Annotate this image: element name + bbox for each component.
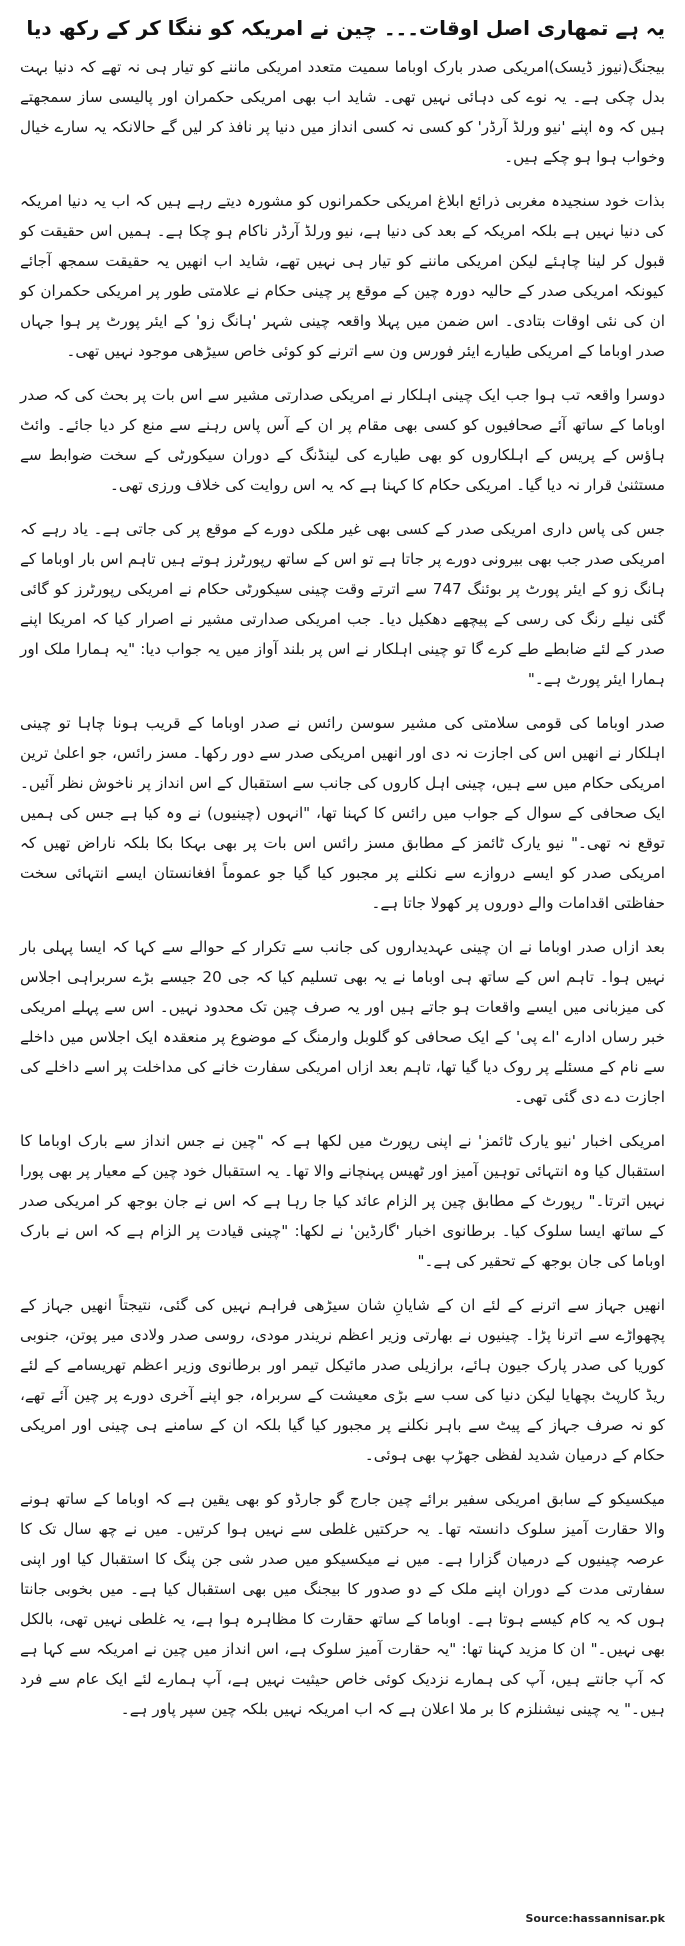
article-paragraph: دوسرا واقعہ تب ہوا جب ایک چینی اہلکار نے امریکی صدارتی مشیر سے اس بات پر بحث کی کہ صدر اوباما کے ساتھ آئے صحافیوں کو کسی بھی مقام پر ان کے آس پاس رہنے سے منع کر دیا جائے۔ وائٹ ہاؤس کے پریس کے اہلکاروں کو بھی طیارے کی لینڈنگ کے دوران سیکورٹی کے سخت ضوابط سے مستثنیٰ قرار نہ دیا گیا۔ امریکی حکام کا کہنا ہے کہ یہ اس روایت کی خلاف ورزی تھی۔ [20,386,665,494]
article-paragraph: انھیں جہاز سے اترنے کے لئے ان کے شایانِ شان سیڑھی فراہم نہیں کی گئی، نتیجتاً انھیں جہاز کے پچھواڑے سے اترنا پڑا۔ چینیوں نے بھارتی وزیر اعظم نریندر مودی، روسی صدر ولادی میر پوتن، جنوبی کوریا کی صدر پارک جیون ہائے، برازیلی صدر مائیکل تیمر اور برطانوی وزیر اعظم تھریسامے کے لئے ریڈ کارپٹ بچھایا لیکن دنیا کی سب سے بڑی معیشت کے سربراہ، جو اپنے آخری دورے پر چین آئے تھے، کو نہ صرف جہاز کے پیٹ سے باہر نکلنے پر مجبور کیا گیا بلکہ ان کے سامنے ہی چینی اور امریکی حکام کے درمیان شدید لفظی جھڑپ بھی ہوئی۔ [20,1296,665,1464]
article-paragraph: بیجنگ(نیوز ڈیسک)امریکی صدر بارک اوباما سمیت متعدد امریکی ماننے کو تیار ہی نہ تھے کہ دنیا بہت بدل چکی ہے۔ یہ نوے کی دہائی نہیں تھی۔ شاید اب بھی امریکی حکمران اور پالیسی ساز سمجھتے ہیں کہ وہ اپنے 'نیو ورلڈ آرڈر' کو کسی نہ کسی انداز میں دنیا پر نافذ کر لیں گے حالانکہ یہ سارے خیال وخواب ہوا ہو چکے ہیں۔ [20,58,666,166]
article-paragraph: بذات خود سنجیدہ مغربی ذرائع ابلاغ امریکی حکمرانوں کو مشورہ دیتے رہے ہیں کہ اب یہ دنیا امریکہ کی دنیا نہیں ہے بلکہ امریکہ کے بعد کی دنیا ہے، نیو ورلڈ آرڈر ناکام ہو چکا ہے۔ ہمیں اس حقیقت کو قبول کر لینا چاہئے لیکن امریکی ماننے کو تیار ہی نہیں تھے، شاید اب انھیں یہ حقیقت سمجھ آجائے کیونکہ امریکی صدر کے حالیہ دورہ چین کے موقع پر چینی حکام نے علامتی طور پر امریکی حکمران کو ان کی نئی اوقات بتادی۔ اس ضمن میں پہلا واقعہ چینی شہر 'ہانگ زو' کے ایئر پورٹ پر ہوا جہاں صدر اوباما کے امریکی طیارے ایئر فورس ون سے اترنے کو کوئی خاص سیڑھی موجود نہیں تھی۔ [20,192,665,360]
article-paragraph: امریکی اخبار 'نیو یارک ٹائمز' نے اپنی رپورٹ میں لکھا ہے کہ "چین نے جس انداز سے بارک اوباما کا استقبال کیا وہ انتہائی توہین آمیز اور ٹھیس پہنچانے والا تھا۔ یہ استقبال خود چین کے معیار پر بھی پورا نہیں اترتا۔" رپورٹ کے مطابق چین پر الزام عائد کیا جا رہا ہے کہ اس نے جان بوجھ کر امریکی صدر کے ساتھ ایسا سلوک کیا۔ برطانوی اخبار 'گارڈین' نے لکھا: "چینی قیادت پر الزام ہے کہ اس نے بارک اوباما کی جان بوجھ کے تحقیر کی ہے۔" [20,1132,665,1270]
source-credit: Source:hassannisar.pk [525,1912,665,1925]
article-paragraph: بعد ازاں صدر اوباما نے ان چینی عہدیداروں کی جانب سے تکرار کے حوالے سے کہا کہ ایسا پہلی بار نہیں ہوا۔ تاہم اس کے ساتھ ہی اوباما نے یہ بھی تسلیم کیا کہ جی 20 جیسے بڑے سربراہی اجلاس کی میزبانی میں ایسے واقعات ہو جاتے ہیں اور یہ صرف چین تک محدود نہیں۔ اس سے پہلے امریکی خبر رساں ادارے 'اے پی' کے ایک صحافی کو گلوبل وارمنگ کے موضوع پر منعقدہ ایک اجلاس میں داخلے سے نام کے مسئلے پر روک دیا گیا تھا، تاہم بعد ازاں امریکی سفارت خانے کی مداخلت پر اسے داخلے کی اجازت دے دی گئی تھی۔ [20,938,666,1106]
article-paragraph: میکسیکو کے سابق امریکی سفیر برائے چین جارج گو جارڈو کو بھی یقین ہے کہ اوباما کے ساتھ ہونے والا حقارت آمیز سلوک دانستہ تھا۔ یہ حرکتیں غلطی سے نہیں ہوا کرتیں۔ میں نے چھ سال تک کا عرصہ چینیوں کے درمیان گزارا ہے۔ میں نے میکسیکو میں صدر شی جن پنگ کا استقبال کیا اور اپنی سفارتی مدت کے دوران اپنے ملک کے دو صدور کا بیجنگ میں بھی استقبال کیا ہے۔ میں بخوبی جانتا ہوں کہ یہ کام کیسے ہوتا ہے۔ اوباما کے ساتھ حقارت کا مظاہرہ ہوا ہے، یہ غلطی نہیں تھی، بالکل بھی نہیں۔" ان کا مزید کہنا تھا: "یہ حقارت آمیز سلوک ہے، اس انداز میں چین نے امریکہ سے کہا ہے کہ آپ جانتے ہیں، آپ کی ہمارے نزدیک کوئی خاص حیثیت نہیں ہے، آپ ہمارے لئے ایک عام سے فرد ہیں۔" یہ چینی نیشنلزم کا بر ملا اعلان ہے کہ اب امریکہ نہیں بلکہ چین سپر پاور ہے۔ [20,1490,665,1718]
article-paragraph: صدر اوباما کی قومی سلامتی کی مشیر سوسن رائس نے صدر اوباما کے قریب ہونا چاہا تو چینی اہلکار نے انھیں اس کی اجازت نہ دی اور انھیں امریکی صدر سے دور رکھا۔ مسز رائس، جو اعلیٰ ترین امریکی حکام میں سے ہیں، چینی اہل کاروں کی جانب سے استقبال کے اس انداز پر ناخوش نظر آئیں۔ ایک صحافی کے سوال کے جواب میں رائس کا کہنا تھا، "انہوں (چینیوں) نے وہ کیا ہے جس کی ہمیں توقع نہ تھی۔" نیو یارک ٹائمز کے مطابق مسز رائس اس بات پر بھی بہکا بکا بلکہ ناراض تھیں کہ امریکی صدر کو ایسے دروازے سے نکلنے پر مجبور کیا گیا جو عموماً افغانستان ایسے انتہائی سخت حفاظتی اقدامات والے دوروں پر کھولا جاتا ہے۔ [20,714,665,912]
article-paragraph: جس کی پاس داری امریکی صدر کے کسی بھی غیر ملکی دورے کے موقع پر کی جاتی ہے۔ یاد رہے کہ امریکی صدر جب بھی بیرونی دورے پر جاتا ہے تو اس کے ساتھ رپورٹرز ہوتے ہیں تاہم اس بار اوباما کے ہانگ زو کے ایئر پورٹ پر بوئنگ 747 سے اترتے وقت چینی سیکورٹی حکام نے امریکی رپورٹرز کو گائی گئی نیلے رنگ کی رسی کے پیچھے دھکیل دیا۔ جب امریکی صدارتی مشیر نے اصرار کیا کہ امریکا اپنے صدر کے لئے ضابطے طے کرے گا تو چینی اہلکار نے اس پر بلند آواز میں یہ جواب دیا: "یہ ہمارا ملک اور ہمارا ایئر پورٹ ہے۔" [20,520,665,688]
article-title: یہ ہے تمھاری اصل اوقات۔۔۔ چین نے امریکہ کو ننگا کر کے رکھ دیا [26,16,665,40]
